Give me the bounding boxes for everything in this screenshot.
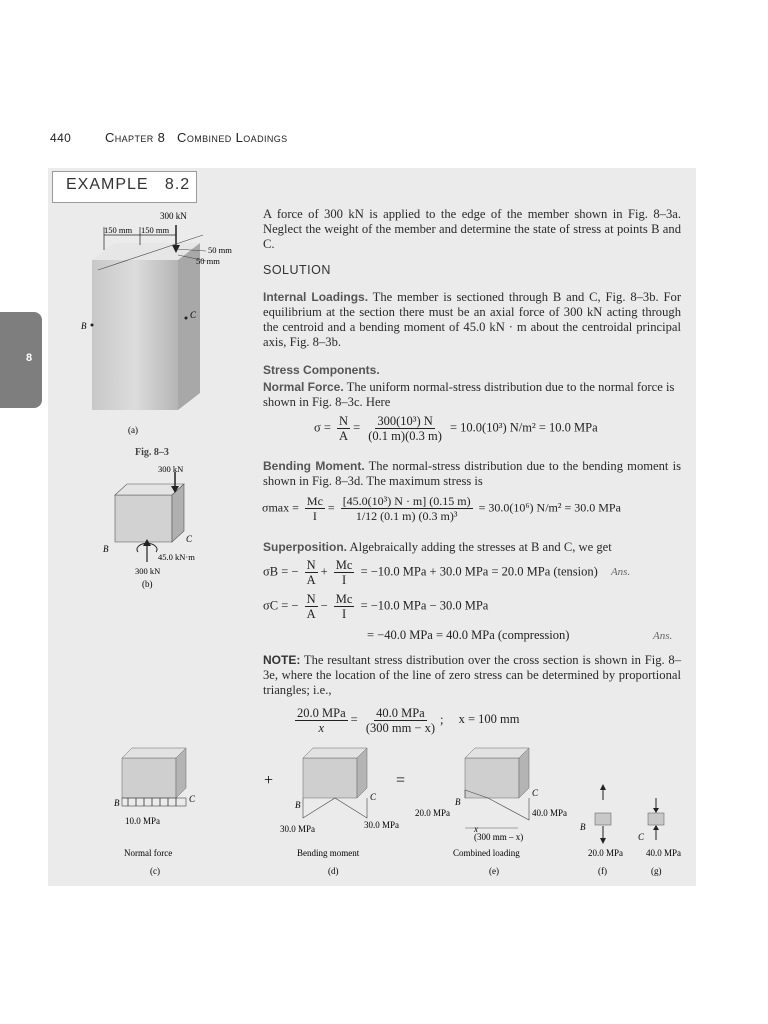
normal-force-equation: σ = $\frac{N}{A}$ = $\frac{\text{300(10³) N}}{(0.1 m)(0.3 m)}$ = 10.0(10³) N/m² = 10.0 MPa	[314, 414, 598, 443]
note-n2: 40.0 MPa	[376, 706, 425, 720]
sup-c-lhs: σC = −	[263, 598, 299, 613]
sup-c-ans: Ans.	[653, 630, 673, 642]
sup-c-a: A	[306, 607, 316, 621]
bending-moment-text: The normal-stress distribution due to the bending moment is shown in Fig. 8–3d. The maximum stress is	[263, 459, 681, 488]
fig-a-sub: (a)	[128, 425, 138, 435]
fig-b-point-c: C	[186, 534, 193, 544]
fig-f-sub: (f)	[598, 866, 607, 876]
chapter-label: Chapter 8	[104, 130, 166, 145]
superposition-eq-c2: = −40.0 MPa = 40.0 MPa (compression)	[367, 628, 570, 642]
fig-g-sub: (g)	[651, 866, 662, 876]
fig-c-label: Normal force	[124, 848, 173, 858]
bottom-figures	[100, 740, 700, 880]
figure-g	[648, 798, 664, 840]
fig-g-c: C	[638, 832, 645, 842]
superposition-eq-c: σC = − $\frac{N}{A}$ − $\frac{Mc}{I}$ = −10.0 MPa − 30.0 MPa	[263, 592, 489, 621]
sup-c-result: = −10.0 MPa − 30.0 MPa	[360, 598, 489, 613]
block-side	[178, 243, 200, 410]
normal-force-text: The uniform normal-stress distribution due to the normal force is shown in Fig. 8–3c. Here	[263, 380, 675, 409]
chapter-tab-label: 8	[26, 352, 33, 364]
sup-b-result: = −10.0 MPa + 30.0 MPa = 20.0 MPa (tension)	[360, 564, 598, 579]
superposition-heading: Superposition.	[263, 540, 347, 554]
internal-loadings-heading: Internal Loadings.	[263, 290, 369, 304]
fig-e-sub: (e)	[489, 866, 499, 876]
fig-b-point-b: B	[103, 544, 109, 554]
fig-c-sub: (c)	[150, 866, 160, 876]
sup-b-lhs: σB = −	[263, 564, 299, 579]
bending-moment	[263, 459, 681, 489]
fig-a-dim1: 150 mm	[104, 225, 133, 235]
internal-loadings-text: The member is sectioned through B and C, Fig. 8–3b. For equilibrium at the section there must be an axial force of 300 kN acting through the centroid and a bending moment of 45.0 kN · m about the centroidal principal axis, Fig. 8–3b.	[263, 290, 682, 349]
note-label: NOTE:	[263, 653, 301, 667]
bm-i: I	[312, 509, 317, 523]
fig-b-moment: 45.0 kN·m	[158, 552, 195, 562]
running-header	[50, 130, 288, 145]
fig-b-axial: 300 kN	[135, 566, 161, 576]
fig-d-sub: (d)	[328, 866, 339, 876]
block-front	[92, 260, 178, 410]
fig-c-c: C	[189, 794, 196, 804]
note-d2: (300 mm − x)	[365, 721, 436, 735]
superposition-eq-b: σB = − $\frac{N}{A}$ + $\frac{Mc}{I}$ = −10.0 MPa + 30.0 MPa = 20.0 MPa (tension) Ans.	[263, 558, 631, 587]
note-equation: $\frac{\text{20.0 MPa}}{x}$ = $\frac{\text{40.0 MPa}}{(300 mm - x)}$ ; x = 100 mm	[297, 706, 520, 735]
fig-e-label: Combined loading	[453, 848, 520, 858]
superposition	[263, 540, 681, 555]
note-d1: x	[318, 721, 325, 735]
fig-d-stress-r: 30.0 MPa	[364, 820, 400, 830]
chapter-title: Combined Loadings	[177, 130, 288, 145]
nf-a: A	[339, 429, 349, 443]
figure-f	[595, 784, 611, 844]
bm-lhs: σmax =	[262, 500, 299, 515]
fig-e-b: B	[455, 797, 461, 807]
equals-sign: =	[396, 772, 406, 789]
chapter-tab	[0, 312, 42, 408]
note	[263, 653, 681, 698]
bm-den: 1/12 (0.1 m) (0.3 m)³	[355, 509, 458, 523]
bending-moment-heading: Bending Moment.	[263, 459, 365, 473]
figure-a	[78, 205, 238, 445]
fig-c-b: B	[114, 798, 120, 808]
internal-loadings	[263, 290, 681, 350]
fig-e-x: x	[474, 824, 478, 834]
bm-result: = 30.0(10⁶) N/m² = 30.0 MPa	[478, 500, 621, 515]
fig-e-c: C	[532, 788, 539, 798]
normal-force-heading: Normal Force.	[263, 380, 344, 394]
fig-d-label: Bending moment	[297, 848, 360, 858]
nf-n: N	[339, 414, 349, 428]
fig-e-stress-r: 40.0 MPa	[532, 808, 568, 818]
note-text: The resultant stress distribution over the cross section is shown in Fig. 8–3e, where the location of the line of zero stress can be determined by proportional triangles; i.e.,	[263, 653, 682, 697]
fig-e-dim: (300 mm – x)	[474, 832, 524, 842]
fig-e-stress-l: 20.0 MPa	[415, 808, 451, 818]
bm-num: [45.0(10³) N · m] (0.15 m)	[342, 494, 471, 508]
fig-g-stress: 40.0 MPa	[646, 848, 682, 858]
sup-c-n: N	[306, 592, 316, 606]
fig-a-point-b: B	[81, 321, 87, 331]
fig-d-c: C	[370, 792, 377, 802]
figure-d	[303, 748, 367, 818]
fig-f-stress: 20.0 MPa	[588, 848, 624, 858]
fig-d-stress-l: 30.0 MPa	[280, 824, 316, 834]
nf-num: 300(10³) N	[377, 414, 433, 428]
normal-force	[263, 380, 681, 410]
example-title: EXAMPLE 8.2	[66, 176, 191, 193]
bending-moment-equation: σmax = $\frac{Mc}{I}$ = $\frac{\text{[45.0(10³) N · m] (0.15 m)}}{\text{1/12 (0.1 m) (0.3 m)³}}$ = 30.0(10⁶) N/m² = 30.0 MPa	[262, 494, 621, 523]
sup-b-a: A	[306, 573, 316, 587]
figure-b	[100, 462, 235, 592]
plus-sign: +	[264, 772, 274, 789]
sup-c-mc: Mc	[335, 592, 353, 606]
fig-a-dim2: 150 mm	[141, 225, 170, 235]
fig-a-dim3: 50 mm	[208, 245, 232, 255]
fig-f-b: B	[580, 822, 586, 832]
page-number: 440	[50, 131, 72, 145]
solution-heading: SOLUTION	[263, 263, 331, 277]
nf-den: (0.1 m)(0.3 m)	[368, 429, 442, 443]
fig-c-stress: 10.0 MPa	[125, 816, 161, 826]
sup-b-i: I	[342, 573, 347, 587]
stress-components-heading: Stress Components.	[263, 363, 380, 377]
fig-b-sub: (b)	[142, 579, 153, 589]
superposition-text: Algebraically adding the stresses at B and C, we get	[349, 540, 612, 554]
note-n1: 20.0 MPa	[297, 706, 346, 720]
nf-lhs: σ =	[314, 420, 331, 435]
sup-c-i: I	[342, 607, 347, 621]
sup-b-ans: Ans.	[610, 566, 631, 579]
nf-result: = 10.0(10³) N/m² = 10.0 MPa	[450, 420, 598, 435]
fig-a-dim4: 50 mm	[196, 256, 220, 266]
fig-a-force: 300 kN	[160, 211, 187, 221]
figure-c	[122, 748, 186, 806]
sup-b-n: N	[306, 558, 316, 572]
sup-b-mc: Mc	[335, 558, 353, 572]
fig-b-force: 300 kN	[158, 464, 184, 474]
figure-caption: Fig. 8–3	[135, 447, 169, 458]
bm-mc: Mc	[306, 494, 323, 508]
intro-text: A force of 300 kN is applied to the edge of the member shown in Fig. 8–3a. Neglect the weight of the member and determine the state of stress at points B and C.	[263, 207, 681, 251]
note-result: x = 100 mm	[458, 712, 520, 727]
fig-d-b: B	[295, 800, 301, 810]
figure-e	[465, 748, 529, 828]
fig-a-point-c: C	[190, 310, 197, 320]
